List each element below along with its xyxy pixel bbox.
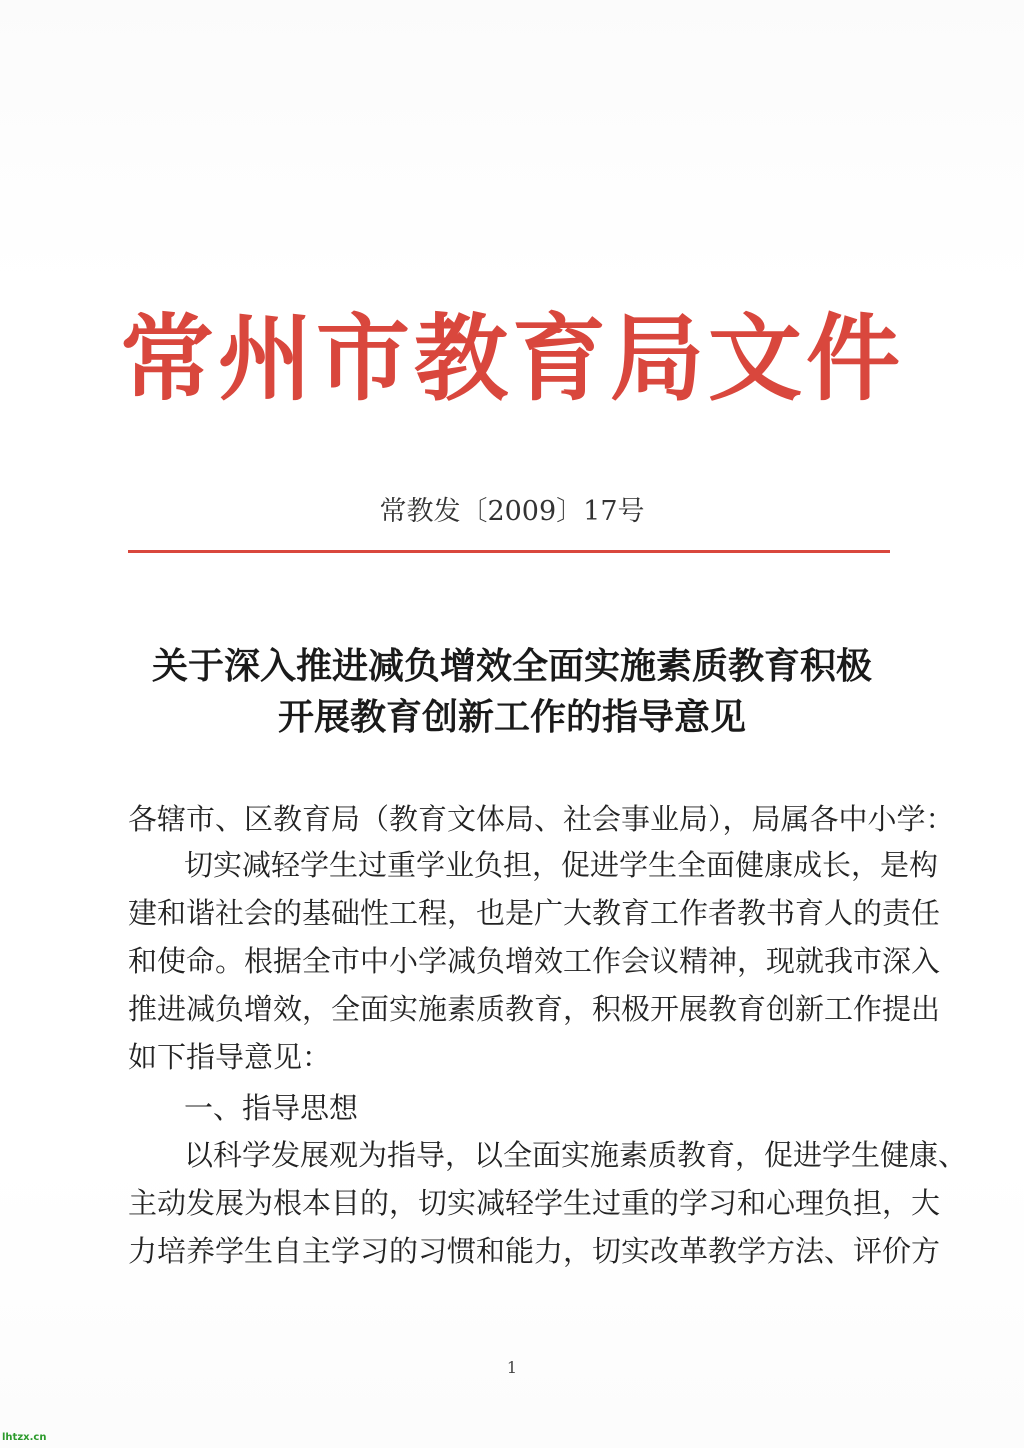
document-number: 常教发〔2009〕17号 <box>379 496 645 527</box>
body-paragraph-line: 主动发展为根本目的，切实减轻学生过重的学习和心理负担，大 <box>128 1186 941 1220</box>
site-watermark: lhtzx.cn <box>2 1432 47 1443</box>
body-paragraph-line: 切实减轻学生过重学业负担，促进学生全面健康成长，是构 <box>184 848 939 882</box>
section-heading: 一、指导思想 <box>184 1091 359 1125</box>
body-paragraph-line: 如下指导意见： <box>128 1040 332 1074</box>
body-paragraph-line: 推进减负增效，全面实施素质教育，积极开展教育创新工作提出 <box>128 992 941 1026</box>
header-divider <box>128 550 890 553</box>
body-paragraph-line: 力培养学生自主学习的习惯和能力，切实改革教学方法、评价方 <box>128 1234 941 1268</box>
body-paragraph-line: 以科学发展观为指导，以全面实施素质教育，促进学生健康、 <box>184 1138 968 1172</box>
addressee-line: 各辖市、区教育局（教育文体局、社会事业局），局属各中小学： <box>128 802 955 836</box>
body-paragraph-line: 建和谐社会的基础性工程，也是广大教育工作者教书育人的责任 <box>128 896 941 930</box>
issuing-authority-title: 常州市教育局文件 <box>119 305 904 414</box>
document-title-line-2: 开展教育创新工作的指导意见 <box>277 696 746 738</box>
document-title-line-1: 关于深入推进减负增效全面实施素质教育积极 <box>151 645 872 687</box>
page-number: 1 <box>506 1358 518 1377</box>
body-paragraph-line: 和使命。根据全市中小学减负增效工作会议精神，现就我市深入 <box>128 944 941 978</box>
